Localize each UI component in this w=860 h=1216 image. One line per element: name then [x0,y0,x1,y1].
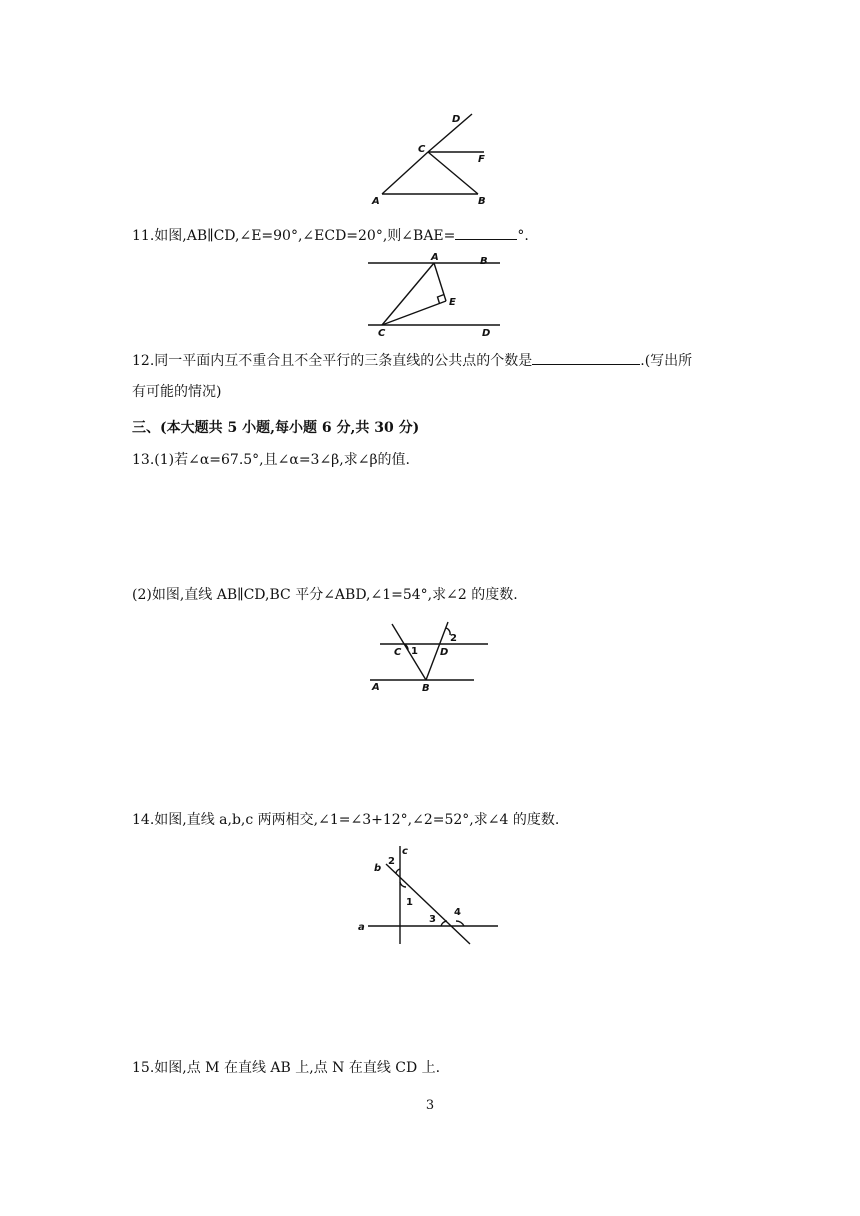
label-f: F [478,154,485,165]
figure-q13 [366,618,496,698]
label-a: a [358,922,365,933]
label-b: B [480,256,488,267]
angle-3-arc [441,921,447,926]
label-b: B [422,683,430,694]
label-c: C [418,144,426,155]
segment-ca [382,152,428,194]
angle-4-arc [456,921,464,926]
question-11-unit: °. [517,228,529,244]
label-a: A [372,682,380,693]
label-c: C [378,328,386,339]
label-b: b [374,863,382,874]
label-angle-2: 2 [388,856,395,867]
answer-blank-11[interactable] [455,225,517,240]
label-d: D [482,328,491,339]
answer-blank-12[interactable] [532,350,640,365]
figure-q10 [360,110,500,210]
label-angle-1: 1 [411,646,418,657]
label-angle-4: 4 [454,907,461,918]
figure-q14 [356,842,506,947]
question-12-text-end: .(写出所 [640,353,693,369]
question-13-part1: 13.(1)若∠α=67.5°,且∠α=3∠β,求∠β的值. [132,452,411,468]
section-title-3: 三、(本大题共 5 小题,每小题 6 分,共 30 分) [132,420,420,436]
question-15: 15.如图,点 M 在直线 AB 上,点 N 在直线 CD 上. [132,1060,441,1076]
figure-q11 [366,252,506,342]
question-12-text: 12.同一平面内互不重合且不全平行的三条直线的公共点的个数是 [132,353,533,369]
question-11-text: 11.如图,AB∥CD,∠E=90°,∠ECD=20°,则∠BAE= [132,228,456,244]
segment-cb [428,152,478,194]
label-a: A [372,196,380,207]
label-e: E [449,297,456,308]
question-11 [132,225,529,246]
question-14: 14.如图,直线 a,b,c 两两相交,∠1=∠3+12°,∠2=52°,求∠4 的度数. [132,812,560,828]
label-d: D [452,114,461,125]
label-c: c [402,846,408,857]
question-12-line1 [132,350,692,371]
label-a: A [431,252,439,263]
label-b: B [478,196,486,207]
label-angle-2: 2 [450,633,457,644]
label-angle-1: 1 [406,897,413,908]
ray-cd [428,114,472,152]
question-12-line2: 有可能的情况) [132,384,222,400]
label-d: D [440,647,449,658]
label-c: C [394,647,402,658]
line-b [386,864,470,944]
page-number: 3 [425,1098,435,1113]
question-13-part2: (2)如图,直线 AB∥CD,BC 平分∠ABD,∠1=54°,求∠2 的度数. [132,587,518,603]
label-angle-3: 3 [429,914,436,925]
